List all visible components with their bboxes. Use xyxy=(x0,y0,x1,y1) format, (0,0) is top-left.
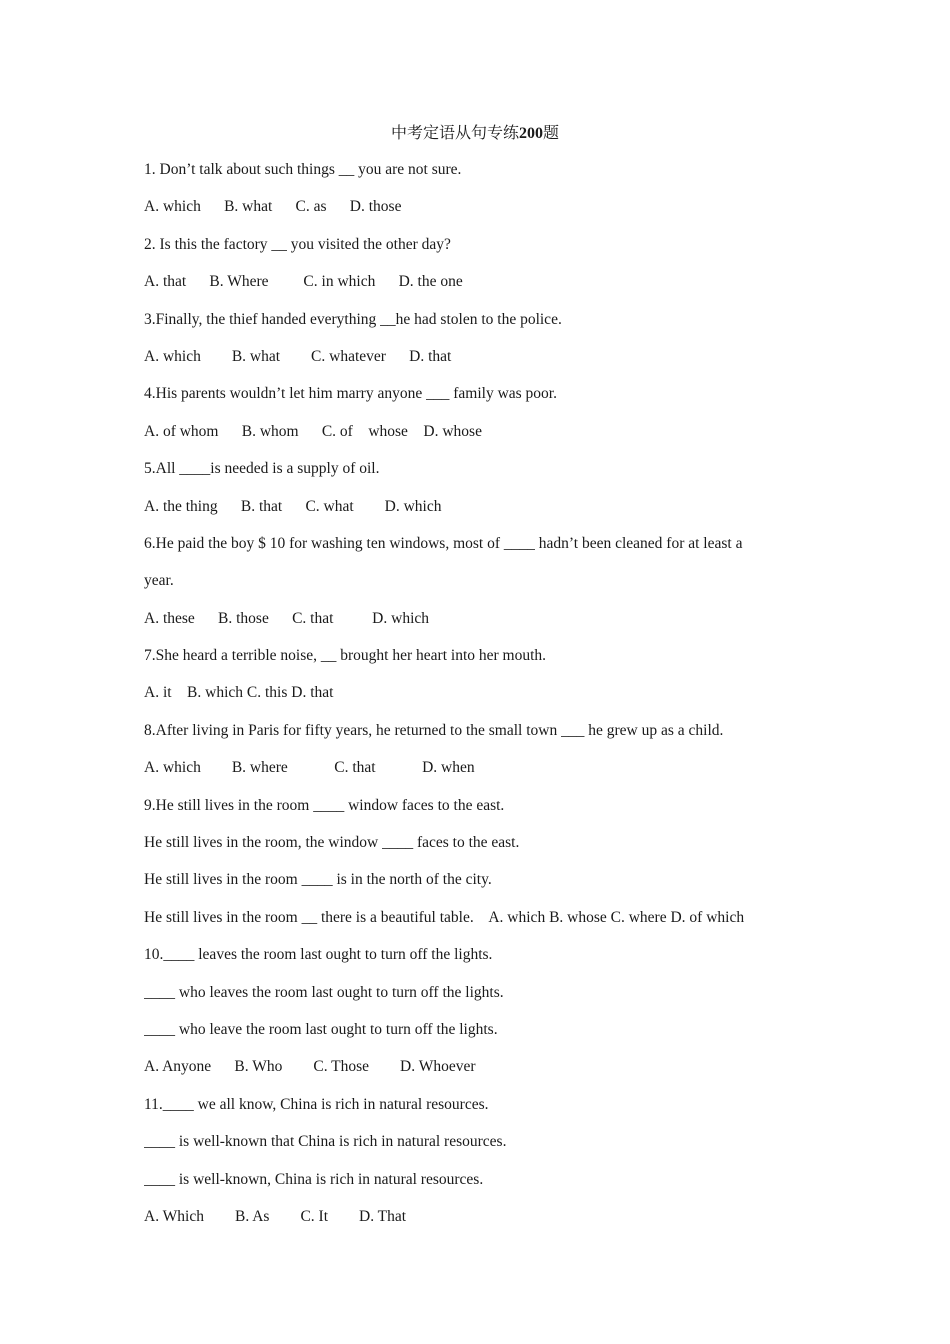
title-number: 200 xyxy=(519,125,543,142)
question-2-stem: 2. Is this the factory __ you visited the other day? xyxy=(144,235,451,253)
question-5-stem: 5.All ____is needed is a supply of oil. xyxy=(144,460,380,478)
question-11-stem-b: ____ is well-known that China is rich in natural resources. xyxy=(144,1133,507,1151)
question-3-options: A. which B. what C. whatever D. that xyxy=(144,347,452,365)
question-8-stem: 8.After living in Paris for fifty years, he returned to the small town ___ he grew up as a child. xyxy=(144,721,724,739)
question-9-stem-b: He still lives in the room, the window ____ faces to the east. xyxy=(144,834,520,852)
question-11-options: A. Which B. As C. It D. That xyxy=(144,1207,407,1225)
question-7-options: A. it B. which C. this D. that xyxy=(144,684,334,702)
question-4-options: A. of whom B. whom C. of whose D. whose xyxy=(144,422,482,440)
title-text: 中考定语从句专练 xyxy=(390,125,519,142)
question-2-options: A. that B. Where C. in which D. the one xyxy=(144,273,463,291)
question-list xyxy=(144,158,816,1242)
question-8-options: A. which B. where C. that D. when xyxy=(144,759,475,777)
question-10-stem-c: ____ who leave the room last ought to turn off the lights. xyxy=(144,1020,498,1038)
question-10-options: A. Anyone B. Who C. Those D. Whoever xyxy=(144,1058,476,1076)
question-10-stem-a: 10.____ leaves the room last ought to turn off the lights. xyxy=(144,946,493,964)
question-9-stem-c: He still lives in the room ____ is in the north of the city. xyxy=(144,871,492,889)
question-5-options: A. the thing B. that C. what D. which xyxy=(144,497,442,515)
question-6-options: A. these B. those C. that D. which xyxy=(144,609,430,627)
question-1-options: A. which B. what C. as D. those xyxy=(144,198,402,216)
question-11-stem-a: 11.____ we all know, China is rich in natural resources. xyxy=(144,1095,489,1113)
question-9-stem-d: He still lives in the room __ there is a beautiful table. A. which B. whose C. where D. of which xyxy=(144,908,745,926)
question-11-stem-c: ____ is well-known, China is rich in natural resources. xyxy=(144,1170,484,1188)
page-title xyxy=(0,122,950,146)
title-suffix: 题 xyxy=(543,125,560,142)
question-10-stem-b: ____ who leaves the room last ought to turn off the lights. xyxy=(144,983,504,1001)
question-4-stem: 4.His parents wouldn’t let him marry anyone ___ family was poor. xyxy=(144,385,557,403)
question-7-stem: 7.She heard a terrible noise, __ brought her heart into her mouth. xyxy=(144,647,547,665)
question-3-stem: 3.Finally, the thief handed everything __he had stolen to the police. xyxy=(144,310,562,328)
question-6-stem: 6.He paid the boy $ 10 for washing ten windows, most of ____ hadn’t been cleaned for at least a xyxy=(144,534,743,552)
question-1-stem: 1. Don’t talk about such things __ you are not sure. xyxy=(144,161,462,178)
question-9-stem-a: 9.He still lives in the room ____ window faces to the east. xyxy=(144,796,505,814)
question-6-stem-cont: year. xyxy=(144,572,174,590)
